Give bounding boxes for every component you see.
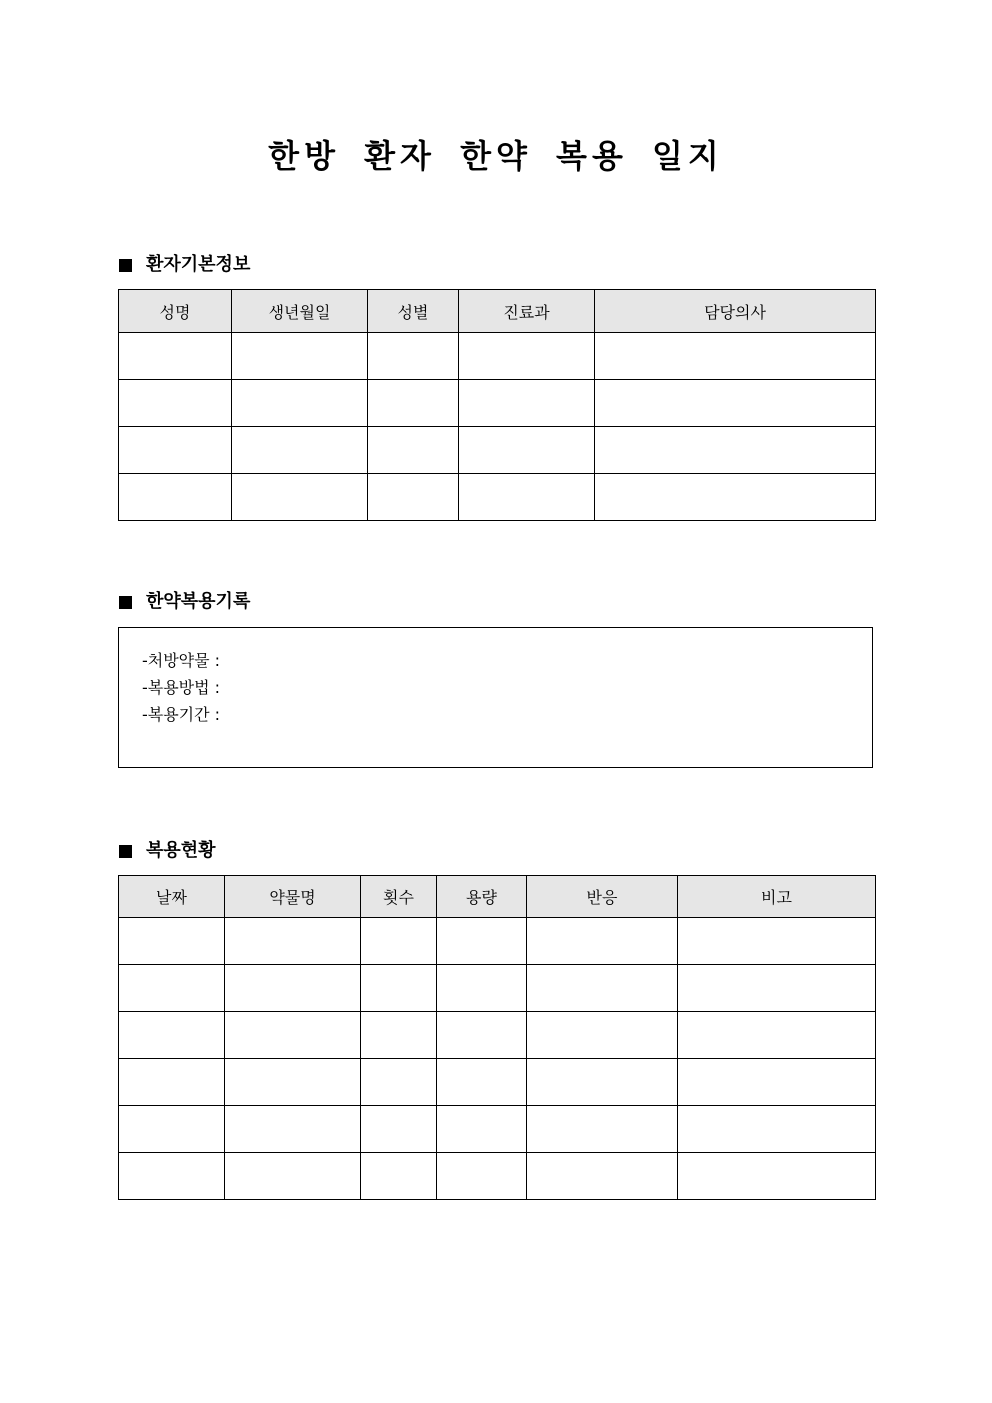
prescription-drug-line[interactable]: -처방약물 : [142, 651, 221, 670]
table-cell[interactable] [119, 1059, 225, 1106]
table-row [119, 333, 876, 380]
table-cell[interactable] [361, 1153, 437, 1200]
table-row [119, 380, 876, 427]
table-cell[interactable] [119, 333, 232, 380]
table-cell[interactable] [225, 1059, 361, 1106]
table-cell[interactable] [678, 918, 876, 965]
table-cell[interactable] [459, 427, 595, 474]
column-header-drug-name: 약물명 [225, 876, 361, 918]
table-cell[interactable] [361, 1012, 437, 1059]
table-cell[interactable] [225, 1012, 361, 1059]
medication-record-heading-label: 한약복용기록 [146, 591, 251, 612]
table-cell[interactable] [678, 1059, 876, 1106]
patient-info-heading [119, 251, 250, 279]
table-cell[interactable] [119, 1153, 225, 1200]
table-cell[interactable] [232, 427, 368, 474]
medication-record-box [118, 627, 873, 768]
dosage-status-heading [119, 837, 216, 865]
table-cell[interactable] [119, 380, 232, 427]
column-header-department: 진료과 [459, 290, 595, 333]
table-cell[interactable] [678, 1153, 876, 1200]
table-cell[interactable] [119, 1106, 225, 1153]
table-cell[interactable] [119, 427, 232, 474]
table-cell[interactable] [527, 965, 678, 1012]
table-cell[interactable] [437, 1106, 527, 1153]
table-cell[interactable] [459, 333, 595, 380]
table-row [119, 965, 876, 1012]
table-cell[interactable] [119, 474, 232, 521]
table-cell[interactable] [232, 333, 368, 380]
table-cell[interactable] [361, 918, 437, 965]
table-cell[interactable] [527, 918, 678, 965]
table-cell[interactable] [368, 333, 459, 380]
column-header-name: 성명 [119, 290, 232, 333]
table-cell[interactable] [437, 965, 527, 1012]
square-bullet-icon [119, 845, 132, 858]
table-row [119, 1106, 876, 1153]
medication-record-heading [119, 588, 250, 616]
table-cell[interactable] [368, 380, 459, 427]
table-cell[interactable] [437, 1012, 527, 1059]
column-header-sex: 성별 [368, 290, 459, 333]
table-cell[interactable] [225, 965, 361, 1012]
dosage-status-table [118, 875, 876, 1200]
square-bullet-icon [119, 596, 132, 609]
table-cell[interactable] [225, 1153, 361, 1200]
table-cell[interactable] [595, 380, 876, 427]
column-header-frequency: 횟수 [361, 876, 437, 918]
table-cell[interactable] [437, 918, 527, 965]
square-bullet-icon [119, 259, 132, 272]
table-cell[interactable] [595, 333, 876, 380]
dosage-status-header-row [119, 876, 876, 918]
table-row [119, 918, 876, 965]
table-cell[interactable] [595, 427, 876, 474]
table-cell[interactable] [361, 965, 437, 1012]
table-cell[interactable] [678, 1012, 876, 1059]
table-row [119, 1012, 876, 1059]
table-row [119, 474, 876, 521]
table-cell[interactable] [225, 1106, 361, 1153]
patient-info-heading-label: 환자기본정보 [146, 254, 251, 275]
table-row [119, 1153, 876, 1200]
dosage-method-line[interactable]: -복용방법 : [142, 678, 221, 697]
document-title: 한방 환자 한약 복용 일지 [268, 137, 724, 175]
table-cell[interactable] [595, 474, 876, 521]
table-cell[interactable] [527, 1059, 678, 1106]
table-cell[interactable] [678, 965, 876, 1012]
table-cell[interactable] [232, 380, 368, 427]
table-row [119, 1059, 876, 1106]
column-header-reaction: 반응 [527, 876, 678, 918]
table-cell[interactable] [527, 1106, 678, 1153]
patient-info-header-row [119, 290, 876, 333]
table-cell[interactable] [459, 474, 595, 521]
table-row [119, 427, 876, 474]
table-cell[interactable] [437, 1059, 527, 1106]
table-cell[interactable] [527, 1012, 678, 1059]
patient-info-table [118, 289, 876, 521]
table-cell[interactable] [119, 1012, 225, 1059]
table-cell[interactable] [119, 965, 225, 1012]
column-header-remarks: 비고 [678, 876, 876, 918]
column-header-doctor: 담당의사 [595, 290, 876, 333]
table-cell[interactable] [527, 1153, 678, 1200]
table-cell[interactable] [232, 474, 368, 521]
table-cell[interactable] [361, 1059, 437, 1106]
table-cell[interactable] [361, 1106, 437, 1153]
table-cell[interactable] [368, 427, 459, 474]
column-header-dose: 용량 [437, 876, 527, 918]
table-cell[interactable] [119, 918, 225, 965]
table-cell[interactable] [678, 1106, 876, 1153]
dosage-status-heading-label: 복용현황 [146, 840, 216, 861]
table-cell[interactable] [437, 1153, 527, 1200]
table-cell[interactable] [368, 474, 459, 521]
dosage-period-line[interactable]: -복용기간 : [142, 705, 221, 724]
table-cell[interactable] [459, 380, 595, 427]
table-cell[interactable] [225, 918, 361, 965]
column-header-date: 날짜 [119, 876, 225, 918]
column-header-birthdate: 생년월일 [232, 290, 368, 333]
